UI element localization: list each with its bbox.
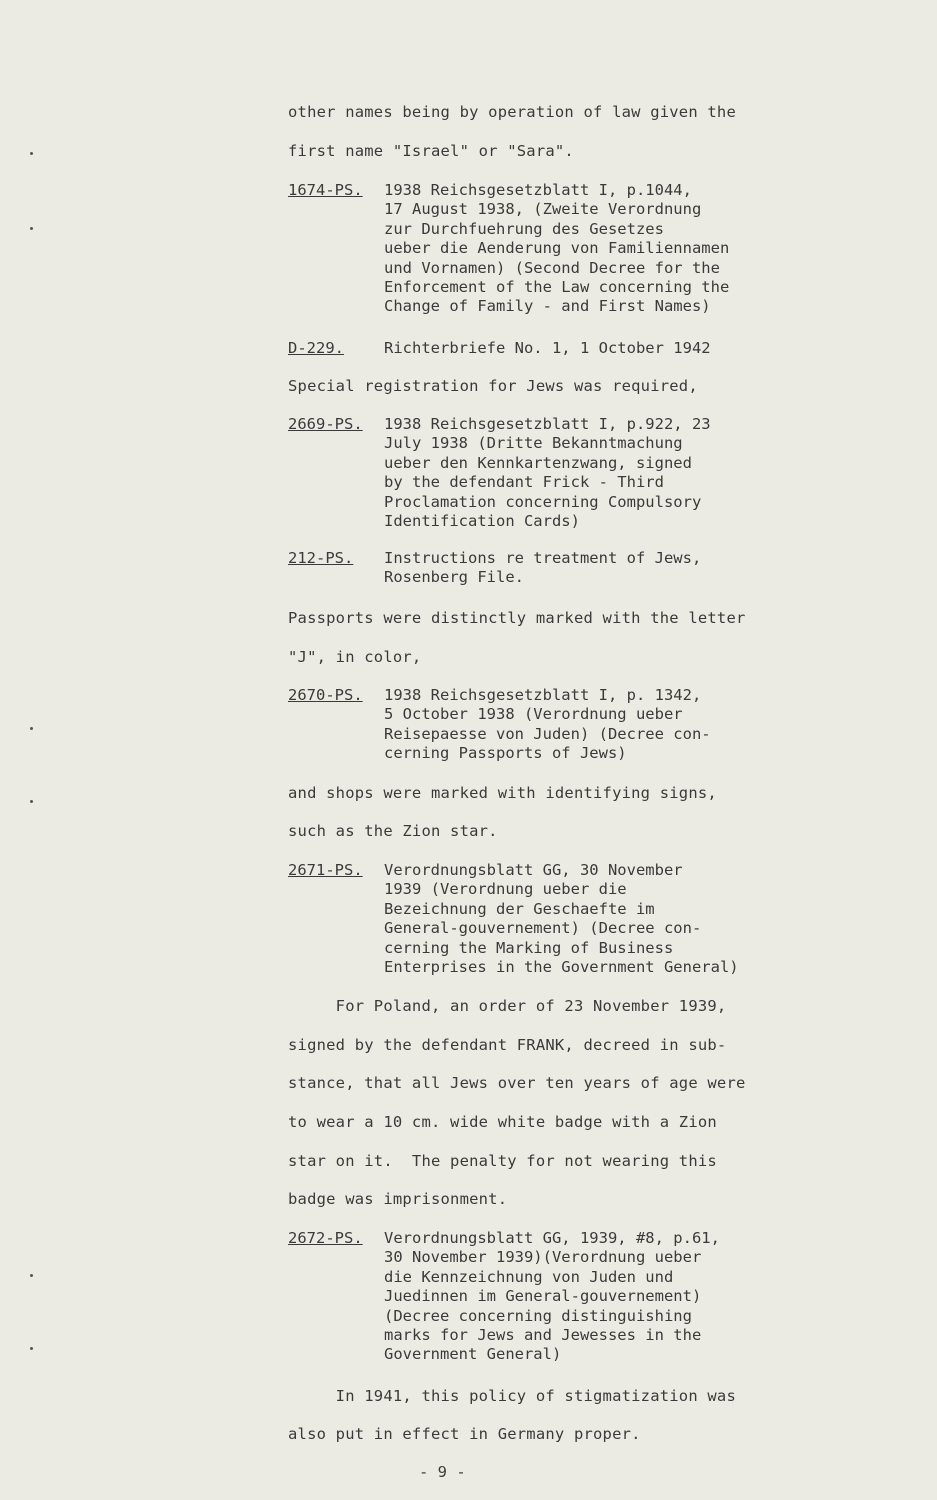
text-line: In 1941, this policy of stigmatization was: [288, 1387, 736, 1405]
text-line: stance, that all Jews over ten years of age were: [288, 1074, 746, 1092]
text-line: also put in effect in Germany proper.: [288, 1425, 641, 1443]
scan-speck: [30, 800, 33, 803]
scan-speck: [30, 1347, 33, 1350]
citation-text: 1938 Reichsgesetzblatt I, p.922, 23 July 1938 (Dritte Bekanntmachung ueber den Kennkartenzwang, signed by the defendant Frick - Third Proclamation concerning Compulsory Identification Cards): [384, 415, 711, 531]
page-number: - 9 -: [419, 1463, 466, 1481]
text-line: such as the Zion star.: [288, 822, 498, 840]
text-line: signed by the defendant FRANK, decreed in sub-: [288, 1036, 727, 1054]
text-line: Passports were distinctly marked with the letter: [288, 609, 746, 627]
citation-label: 1674-PS.: [288, 181, 363, 199]
scan-speck: [30, 1274, 33, 1277]
citation-text: Richterbriefe No. 1, 1 October 1942: [384, 339, 711, 357]
scan-speck: [30, 227, 33, 230]
text-line: to wear a 10 cm. wide white badge with a Zion: [288, 1113, 717, 1131]
citation-label: 2670-PS.: [288, 686, 363, 704]
scan-speck: [30, 152, 33, 155]
text-line: star on it. The penalty for not wearing this: [288, 1152, 717, 1170]
citation-text: Verordnungsblatt GG, 1939, #8, p.61, 30 November 1939)(Verordnung ueber die Kennzeichnung von Juden und Juedinnen im General-gouvernement) (Decree concerning distinguishing marks for Jews and Jewesses in the Government General): [384, 1229, 720, 1364]
citation-label: 2671-PS.: [288, 861, 363, 879]
citation-label: D-229.: [288, 339, 344, 357]
text-line: Special registration for Jews was required,: [288, 377, 698, 395]
citation-label: 2672-PS.: [288, 1229, 363, 1247]
citation-label: 212-PS.: [288, 549, 354, 567]
scan-speck: [30, 727, 33, 730]
text-line: "J", in color,: [288, 648, 422, 666]
citation-text: Verordnungsblatt GG, 30 November 1939 (Verordnung ueber die Bezeichnung der Geschaefte im General-gouvernement) (Decree con- cerning the Marking of Business Enterprises in the Government General): [384, 861, 739, 977]
text-line: other names being by operation of law given the: [288, 103, 736, 121]
citation-text: Instructions re treatment of Jews, Rosenberg File.: [384, 549, 702, 587]
citation-text: 1938 Reichsgesetzblatt I, p. 1342, 5 October 1938 (Verordnung ueber Reisepaesse von Juden) (Decree con- cerning Passports of Jews): [384, 686, 711, 763]
text-line: first name "Israel" or "Sara".: [288, 142, 574, 160]
text-line: badge was imprisonment.: [288, 1190, 508, 1208]
text-line: and shops were marked with identifying signs,: [288, 784, 717, 802]
citation-label: 2669-PS.: [288, 415, 363, 433]
citation-text: 1938 Reichsgesetzblatt I, p.1044, 17 August 1938, (Zweite Verordnung zur Durchfuehrung des Gesetzes ueber die Aenderung von Familiennamen und Vornamen) (Second Decree for the Enforcement of the Law concerning the Change of Family - and First Names): [384, 181, 730, 316]
text-line: For Poland, an order of 23 November 1939,: [288, 997, 727, 1015]
